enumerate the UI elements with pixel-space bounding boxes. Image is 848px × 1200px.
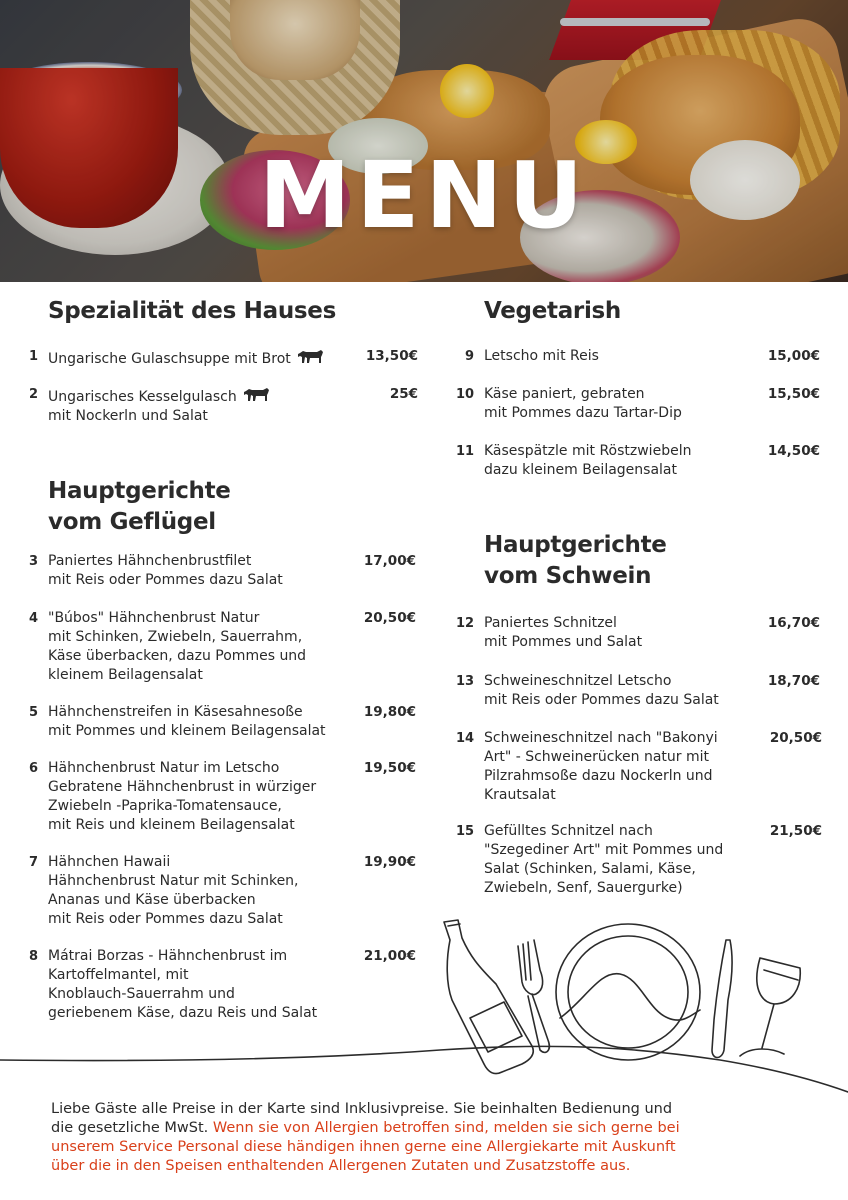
item-price: 18,70€ — [767, 673, 820, 689]
item-price: 25€ — [389, 386, 418, 402]
item-line: mit Reis und kleinem Beilagensalat — [48, 817, 295, 833]
tableware-line-art-icon — [0, 900, 848, 1100]
item-line: Knoblauch-Sauerrahm und — [48, 986, 235, 1002]
item-line: Käse paniert, gebraten — [484, 386, 645, 402]
fork-icon — [518, 940, 549, 1052]
item-line: Mátrai Borzas - Hähnchenbrust im — [48, 948, 288, 964]
item-line: Gefülltes Schnitzel nach — [484, 823, 653, 839]
item-line: Ungarische Gulaschsuppe mit Brot — [48, 351, 291, 367]
item-line: Zwiebeln, Senf, Sauergurke) — [484, 880, 683, 896]
section-title-vegetarian: Vegetarish — [484, 298, 622, 324]
item-description — [48, 552, 283, 590]
item-price: 19,50€ — [363, 760, 416, 776]
menu-title: MENU — [258, 142, 590, 249]
item-description — [484, 614, 642, 652]
item-line: dazu kleinem Beilagensalat — [484, 462, 677, 478]
cow-icon — [297, 347, 325, 365]
item-line: Art" - Schweinerücken natur mit — [484, 749, 710, 765]
item-number: 14 — [456, 731, 475, 746]
footer-line — [51, 1119, 811, 1138]
item-number: 4 — [28, 611, 38, 626]
item-line: mit Schinken, Zwiebeln, Sauerrahm, — [48, 629, 303, 645]
wine-bottle-icon — [444, 920, 533, 1074]
item-price: 14,50€ — [767, 443, 820, 459]
section-title-specialty: Spezialität des Hauses — [48, 298, 336, 324]
item-description — [484, 442, 691, 480]
wine-glass-icon — [740, 958, 800, 1056]
section-title-line: vom Geflügel — [48, 509, 216, 535]
item-line: Paniertes Hähnchenbrustfilet — [48, 553, 252, 569]
item-line: kleinem Beilagensalat — [48, 667, 203, 683]
item-description — [48, 347, 325, 369]
item-description — [484, 347, 599, 366]
item-price: 21,50€ — [769, 823, 822, 839]
item-number: 7 — [28, 855, 38, 870]
section-title-pork — [484, 530, 667, 592]
section-title-poultry — [48, 476, 231, 538]
knife-icon — [712, 940, 732, 1058]
plate-icon — [556, 924, 700, 1060]
item-line: mit Nockerln und Salat — [48, 408, 208, 424]
item-description — [484, 672, 719, 710]
item-number: 5 — [28, 705, 38, 720]
item-price: 13,50€ — [365, 348, 418, 364]
item-line: Hähnchen Hawaii — [48, 854, 171, 870]
item-line: Krautsalat — [484, 787, 556, 803]
item-line: Ananas und Käse überbacken — [48, 892, 256, 908]
item-description — [48, 703, 326, 741]
item-line: mit Pommes und Salat — [484, 634, 643, 650]
item-price: 19,90€ — [363, 854, 416, 870]
header-food-photo — [0, 0, 848, 282]
item-line: Käse überbacken, dazu Pommes und — [48, 648, 307, 664]
item-number: 2 — [28, 387, 38, 402]
item-price: 21,00€ — [363, 948, 416, 964]
item-price: 19,80€ — [363, 704, 416, 720]
item-line: Letscho mit Reis — [484, 348, 599, 364]
item-line: Schweineschnitzel Letscho — [484, 673, 672, 689]
item-description — [48, 759, 316, 835]
baseline-stroke — [0, 1046, 848, 1092]
item-line: mit Reis oder Pommes dazu Salat — [48, 572, 283, 588]
allergy-notice: unserem Service Personal diese händigen ihnen gerne eine Allergiekarte mit Auskunft — [51, 1139, 676, 1155]
item-line: "Búbos" Hähnchenbrust Natur — [48, 610, 260, 626]
cow-icon — [243, 385, 271, 403]
item-number: 15 — [456, 824, 475, 839]
item-number: 8 — [28, 949, 38, 964]
item-line: mit Pommes dazu Tartar-Dip — [484, 405, 682, 421]
section-title-line: vom Schwein — [484, 563, 652, 589]
item-price: 15,50€ — [767, 386, 820, 402]
section-title-line: Hauptgerichte — [48, 478, 231, 504]
item-line: Gebratene Hähnchenbrust in würziger — [48, 779, 317, 795]
item-number: 13 — [456, 674, 475, 689]
item-number: 6 — [28, 761, 38, 776]
allergy-notice: über die in den Speisen enthaltenden Allergenen Zutaten und Zusatzstoffe aus. — [51, 1158, 631, 1174]
footer-note — [51, 1100, 811, 1176]
allergy-notice: Wenn sie von Allergien betroffen sind, melden sie sich gerne bei — [212, 1120, 680, 1136]
item-line: Kartoffelmantel, mit — [48, 967, 189, 983]
item-line: Paniertes Schnitzel — [484, 615, 617, 631]
item-line: Ungarisches Kesselgulasch — [48, 389, 237, 405]
item-number: 12 — [456, 616, 475, 631]
item-line: Hähnchenstreifen in Käsesahnesoße — [48, 704, 303, 720]
item-line: Pilzrahmsoße dazu Nockerln und — [484, 768, 713, 784]
footer-text: die gesetzliche MwSt. — [51, 1120, 213, 1136]
item-description — [484, 385, 682, 423]
item-line: Hähnchenbrust Natur im Letscho — [48, 760, 280, 776]
item-price: 20,50€ — [769, 730, 822, 746]
item-number: 3 — [28, 554, 38, 569]
item-number: 10 — [456, 387, 475, 402]
item-line: Schweineschnitzel nach "Bakonyi — [484, 730, 718, 746]
item-price: 16,70€ — [767, 615, 820, 631]
item-line: Hähnchenbrust Natur mit Schinken, — [48, 873, 299, 889]
item-line: Zwiebeln -Paprika-Tomatensauce, — [48, 798, 282, 814]
item-line: Salat (Schinken, Salami, Käse, — [484, 861, 696, 877]
item-line: mit Pommes und kleinem Beilagensalat — [48, 723, 326, 739]
item-description — [484, 822, 723, 898]
item-price: 15,00€ — [767, 348, 820, 364]
item-line: Käsespätzle mit Röstzwiebeln — [484, 443, 692, 459]
section-title-line: Hauptgerichte — [484, 532, 667, 558]
item-description — [484, 729, 718, 805]
item-line: geriebenem Käse, dazu Reis und Salat — [48, 1005, 318, 1021]
item-number: 11 — [456, 444, 475, 459]
footer-line: Liebe Gäste alle Preise in der Karte sind Inklusivpreise. Sie beinhalten Bedienung und — [51, 1101, 673, 1117]
item-number: 9 — [464, 349, 474, 364]
item-description — [48, 609, 306, 685]
item-line: "Szegediner Art" mit Pommes und — [484, 842, 724, 858]
item-line: mit Reis oder Pommes dazu Salat — [48, 911, 283, 927]
item-number: 1 — [28, 349, 38, 364]
item-line: mit Reis oder Pommes dazu Salat — [484, 692, 719, 708]
item-price: 17,00€ — [363, 553, 416, 569]
item-description — [48, 385, 271, 426]
item-price: 20,50€ — [363, 610, 416, 626]
